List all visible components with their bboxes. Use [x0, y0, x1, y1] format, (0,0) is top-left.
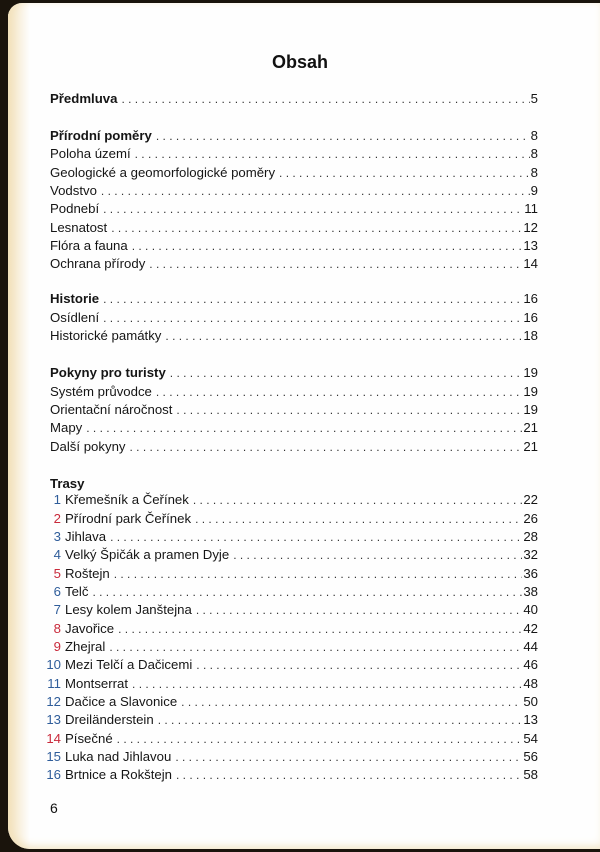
dot-leader [103, 311, 522, 325]
toc-entry-page: 42 [523, 620, 538, 636]
toc-entry[interactable] [50, 256, 538, 274]
toc-entry[interactable] [50, 238, 538, 256]
dot-leader [132, 239, 523, 253]
route-name: Brtnice a Rokštejn [65, 767, 173, 782]
route-number: 10 [46, 657, 61, 672]
toc-route-entry[interactable] [44, 731, 538, 749]
toc-entry[interactable] [50, 220, 538, 238]
toc-entry-page: 21 [523, 420, 538, 435]
dot-leader [156, 129, 530, 143]
toc-entry-label: Systém průvodce [50, 383, 152, 399]
dot-leader [176, 768, 522, 782]
toc-entry-page: 28 [523, 529, 538, 544]
toc-entry-label [44, 712, 158, 727]
page-title: Obsah [271, 52, 328, 72]
toc-entry-page: 19 [523, 365, 538, 380]
dot-leader [118, 622, 522, 636]
toc-route-entry[interactable] [44, 694, 538, 712]
route-name: Křemešník a Čeřínek [65, 492, 189, 507]
dot-leader [196, 658, 522, 672]
toc-entry-predmluva[interactable] [50, 91, 538, 109]
dot-leader [233, 548, 522, 562]
dot-leader [109, 640, 522, 654]
toc-entry-label [44, 676, 132, 691]
toc-entry-page: 12 [523, 219, 538, 235]
route-number: 12 [46, 694, 61, 709]
toc-entry[interactable] [50, 402, 538, 420]
toc-entry-page: 13 [523, 712, 538, 727]
toc-entry-label: Orientační náročnost [50, 402, 173, 417]
toc-entry-label: Mapy [50, 420, 83, 435]
route-name: Písečné [65, 730, 113, 746]
toc-entry[interactable] [50, 165, 538, 183]
toc-entry-label: Lesnatost [50, 219, 108, 235]
route-number: 3 [53, 529, 61, 544]
dot-leader [103, 292, 522, 306]
toc-entry[interactable] [50, 310, 538, 328]
toc-entry-label: Vodstvo [50, 183, 97, 198]
dot-leader [114, 567, 523, 581]
toc-entry-pokyny-pro-turisty[interactable] [50, 365, 538, 383]
toc-entry-label: Podnebí [50, 201, 100, 216]
toc-entry-label: Historie [50, 291, 100, 306]
toc-entry-page: 56 [523, 749, 538, 764]
toc-route-entry[interactable] [44, 566, 538, 584]
toc-entry-label [44, 511, 195, 526]
route-name: Roštejn [65, 565, 110, 581]
route-number: 1 [53, 492, 61, 507]
toc-entry-page: 8 [530, 146, 538, 161]
route-number: 15 [46, 749, 61, 764]
toc-route-entry[interactable] [44, 639, 538, 657]
toc-entry-page: 54 [523, 730, 538, 746]
toc-entry-label [44, 602, 196, 617]
route-name: Jihlava [65, 529, 107, 544]
toc-entry[interactable] [50, 328, 538, 346]
route-number: 4 [53, 547, 61, 562]
page-number: 6 [50, 800, 58, 816]
route-name: Telč [65, 584, 89, 599]
dot-leader [132, 677, 522, 691]
dot-leader [101, 184, 530, 198]
toc-entry-page: 32 [523, 547, 538, 562]
toc-entry-page: 40 [523, 602, 538, 617]
route-number: 2 [53, 510, 61, 526]
toc-entry-page: 58 [523, 767, 538, 782]
dot-leader [121, 92, 529, 106]
route-name: Dreiländerstein [65, 712, 154, 727]
route-number: 14 [46, 730, 61, 746]
toc-entry-label [44, 566, 114, 581]
toc-entry-label: Poloha území [50, 146, 131, 161]
dot-leader [111, 221, 522, 235]
toc-entry-label: Historické památky [50, 328, 162, 343]
toc-entry-page: 8 [530, 128, 538, 143]
toc-entry-page: 22 [523, 492, 538, 507]
toc-entry-label: Pokyny pro turisty [50, 365, 166, 380]
toc-route-entry[interactable] [44, 492, 538, 510]
route-number: 13 [46, 712, 61, 727]
route-number: 6 [53, 584, 61, 599]
toc-entry-label [44, 767, 176, 782]
toc-route-entry[interactable] [44, 602, 538, 620]
toc-entry-label [44, 639, 109, 654]
route-name: Luka nad Jihlavou [65, 749, 172, 764]
route-name: Javořice [65, 620, 115, 636]
toc-entry-page: 44 [523, 639, 538, 654]
toc-entry-label [44, 749, 175, 764]
toc-entry-page: 13 [523, 238, 538, 253]
toc-entry-page: 36 [523, 565, 538, 581]
toc-entry-label: Osídlení [50, 309, 100, 325]
toc-entry-page: 19 [523, 402, 538, 417]
dot-leader [176, 403, 522, 417]
dot-leader [149, 257, 522, 271]
dot-leader [156, 385, 522, 399]
toc-route-entry[interactable] [44, 676, 538, 694]
toc-entry-label: Předmluva [50, 91, 118, 106]
toc-route-entry[interactable] [44, 712, 538, 730]
toc-entry-page: 38 [523, 584, 538, 599]
toc-entry-label [44, 694, 181, 709]
route-number: 7 [53, 602, 61, 617]
toc-route-entry[interactable] [44, 767, 538, 785]
dot-leader [117, 732, 523, 746]
toc-entry-page: 19 [523, 383, 538, 399]
dot-leader [181, 695, 522, 709]
toc-entry-prirodni-pomery[interactable] [50, 128, 538, 146]
toc-entry-label [44, 657, 196, 672]
toc-entry-label: Flóra a fauna [50, 238, 128, 253]
route-name: Montserrat [65, 675, 129, 691]
route-name: Lesy kolem Janštejna [65, 602, 192, 617]
toc-route-entry[interactable] [44, 584, 538, 602]
toc-entry-page: 5 [530, 91, 538, 106]
route-number: 16 [46, 767, 61, 782]
toc-section-trasy: Trasy [50, 476, 85, 491]
toc-entry[interactable] [50, 201, 538, 219]
toc-entry-historie[interactable] [50, 291, 538, 309]
dot-leader [135, 147, 530, 161]
dot-leader [196, 603, 523, 617]
toc-entry-label [44, 529, 110, 544]
toc-route-entry[interactable] [44, 511, 538, 529]
toc-entry-page: 14 [523, 256, 538, 271]
toc-entry-page: 18 [523, 328, 538, 343]
toc-entry-page: 8 [530, 164, 538, 180]
dot-leader [92, 585, 522, 599]
route-number: 5 [53, 565, 61, 581]
route-name: Mezi Telčí a Dačicemi [65, 657, 193, 672]
toc-entry-label: Další pokyny [50, 438, 126, 454]
toc-entry-label [44, 584, 92, 599]
route-number: 9 [53, 639, 61, 654]
toc-entry-page: 21 [523, 438, 538, 454]
toc-entry-page: 9 [530, 183, 538, 198]
toc-entry-page: 46 [523, 657, 538, 672]
page-edge-shadow [8, 3, 30, 849]
toc-route-entry[interactable] [44, 547, 538, 565]
route-name: Dačice a Slavonice [65, 694, 178, 709]
dot-leader [279, 166, 530, 180]
toc-entry-label: Přírodní poměry [50, 128, 152, 143]
toc-entry[interactable] [50, 183, 538, 201]
toc-entry[interactable] [50, 146, 538, 164]
toc-entry-page: 11 [524, 201, 538, 216]
route-number: 11 [47, 675, 61, 691]
toc-entry[interactable] [50, 439, 538, 457]
dot-leader [103, 202, 523, 216]
route-name: Zhejral [65, 639, 106, 654]
toc-route-entry[interactable] [44, 657, 538, 675]
dot-leader [195, 512, 522, 526]
route-name: Přírodní park Čeřínek [65, 510, 192, 526]
toc-entry-page: 16 [523, 291, 538, 306]
toc-entry-label [44, 492, 193, 507]
toc-entry-label [44, 547, 233, 562]
toc-entry-label [44, 731, 117, 746]
dot-leader [175, 750, 522, 764]
toc-route-entry[interactable] [44, 621, 538, 639]
dot-leader [193, 493, 522, 507]
toc-entry-page: 48 [523, 675, 538, 691]
dot-leader [158, 713, 523, 727]
dot-leader [86, 421, 522, 435]
route-name: Velký Špičák a pramen Dyje [65, 547, 230, 562]
toc-entry-page: 26 [523, 510, 538, 526]
toc-entry-label: Ochrana přírody [50, 256, 146, 271]
toc-route-entry[interactable] [44, 529, 538, 547]
toc-entry-label [44, 621, 118, 636]
toc-route-entry[interactable] [44, 749, 538, 767]
toc-entry-page: 50 [523, 694, 538, 709]
dot-leader [165, 329, 522, 343]
dot-leader [110, 530, 522, 544]
toc-entry[interactable] [50, 420, 538, 438]
toc-entry[interactable] [50, 384, 538, 402]
route-number: 8 [53, 620, 61, 636]
toc-entry-page: 16 [523, 309, 538, 325]
dot-leader [130, 440, 523, 454]
toc-entry-label: Geologické a geomorfologické poměry [50, 164, 276, 180]
dot-leader [170, 366, 523, 380]
